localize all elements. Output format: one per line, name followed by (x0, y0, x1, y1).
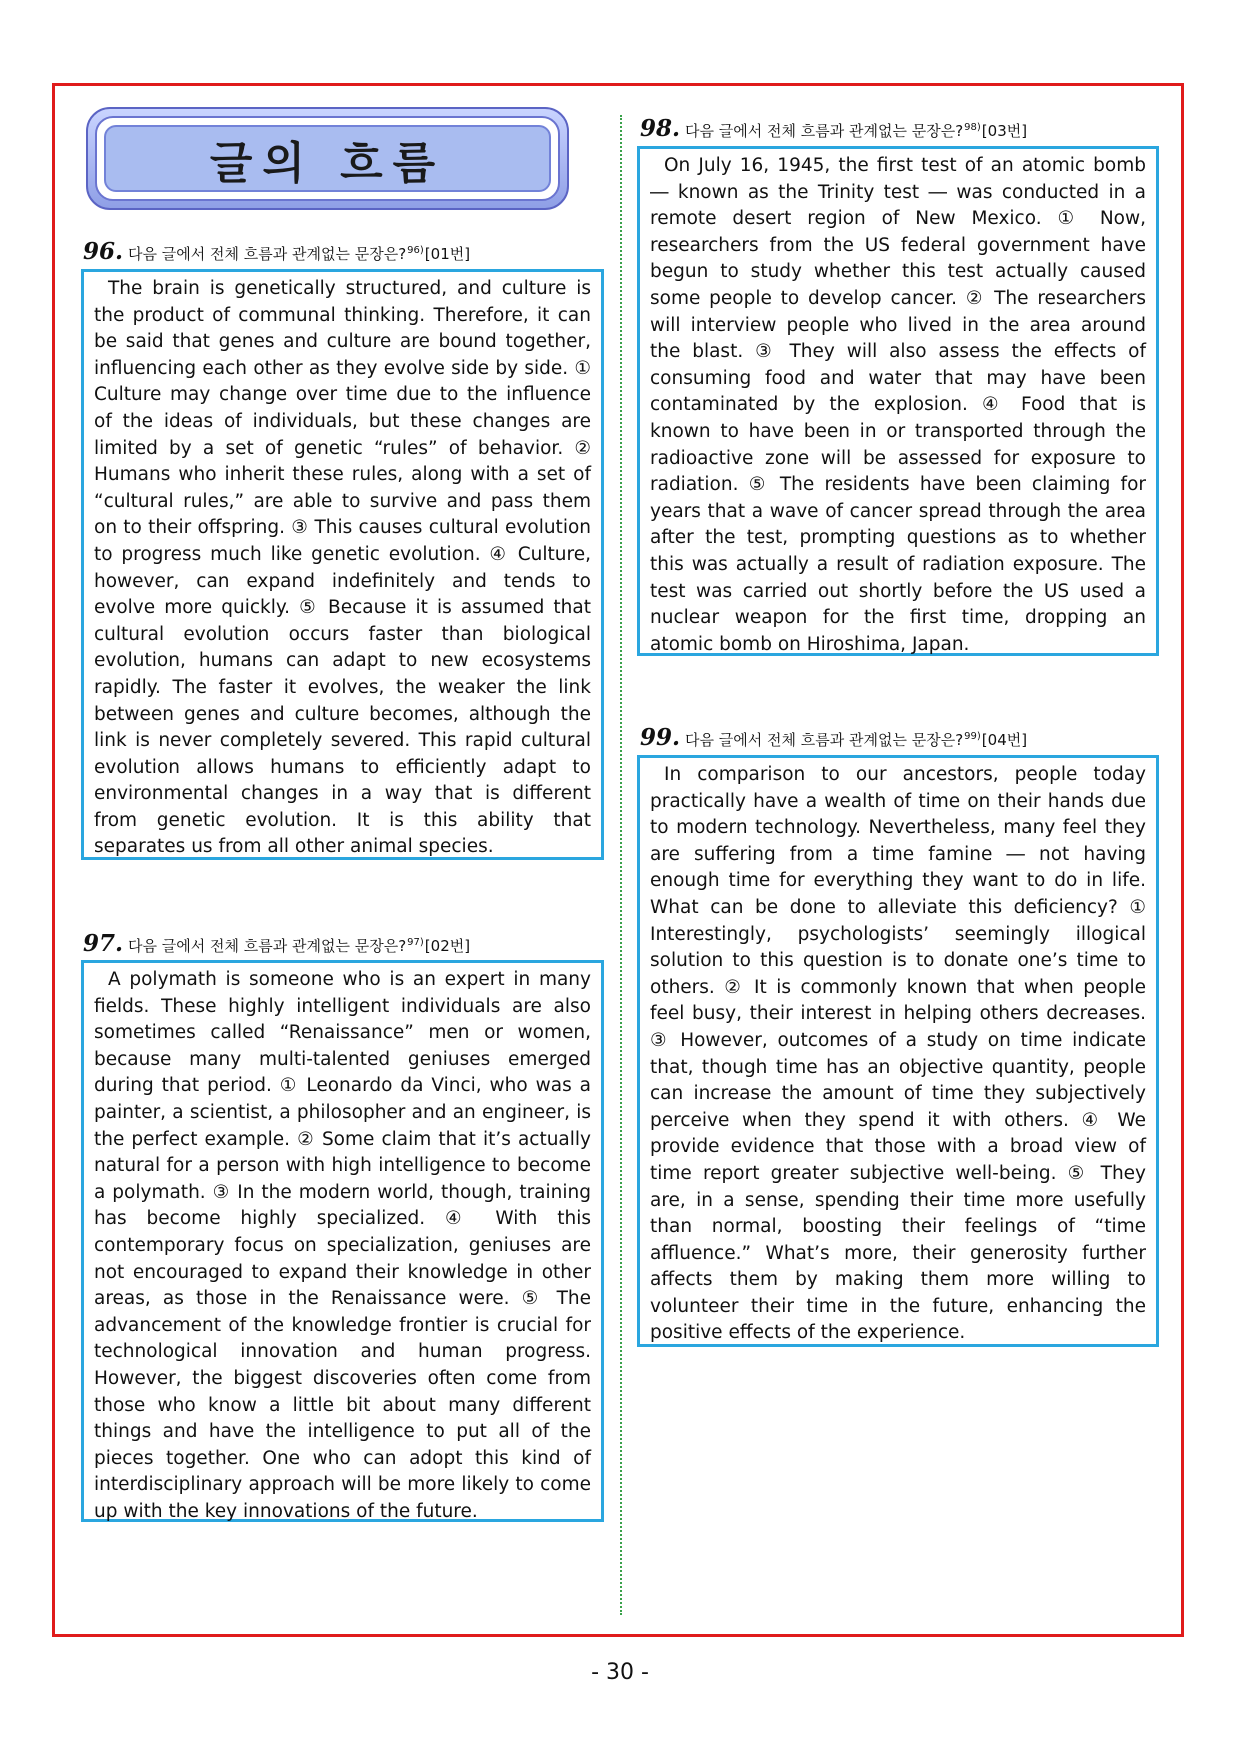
banner-inner-frame (95, 116, 560, 201)
question-footnote: 96) (407, 245, 424, 256)
question-number: 99. (640, 724, 681, 751)
question-98-passage: On July 16, 1945, the first test of an atomic bomb ― known as the Trinity test ― was conducted in a remote desert region of New Mexico. ① Now, researchers from the US federal government have begun to study whether this test actually caused some people to develop cancer. ② The researchers will interview people who lived in the area around the blast. ③ They will also assess the effects of consuming food and water that may have been contaminated by the explosion. ④ Food that is known to have been in or transported through the radioactive zone will be assessed for exposure to radiation. ⑤ The residents have been claiming for years that a wave of cancer spread through the area after the test, prompting questions as to whether this was actually a result of radiation exposure. The test was carried out shortly before the US used a nuclear weapon for the first time, dropping an atomic bomb on Hiroshima, Japan. (650, 155, 1146, 655)
question-prompt: 다음 글에서 전체 흐름과 관계없는 문장은? (128, 245, 407, 263)
question-97-passage-box (81, 960, 604, 1522)
question-99-passage-box (637, 755, 1159, 1347)
question-97-passage: A polymath is someone who is an expert in many fields. These highly intelligent individuals are also sometimes called “Renaissance” men or women, because many multi-talented geniuses emerged during that period. ① Leonardo da Vinci, who was a painter, a scientist, a philosopher and an engineer, is the perfect example. ② Some claim that it’s actually natural for a person with high intelligence to become a polymath. ③ In the modern world, though, training has become highly specialized. ④ With this contemporary focus on specialization, geniuses are not encouraged to expand their knowledge in other areas, as those in the Renaissance were. ⑤ The advancement of the knowledge frontier is crucial for technological innovation and human progress. However, the biggest discoveries often come from those who know a little bit about many different things and have the intelligence to put all of the pieces together. One who can adopt this kind of interdisciplinary approach will be more likely to come up with the key innovations of the future. (94, 969, 591, 1522)
question-99-passage: In comparison to our ancestors, people today practically have a wealth of time on their hands due to modern technology. Nevertheless, many feel they are suffering from a time famine ― not having enough time for everything they want to do in life. What can be done to alleviate this deficiency? ① Interestingly, psychologists’ seemingly illogical solution to this question is to donate one’s time to others. ② It is commonly known that when people feel busy, their interest in helping others decreases. ③ However, outcomes of a study on time indicate that, though time has an objective quantity, people can increase the amount of time they subjectively perceive when they spend it with others. ④ We provide evidence that those with a broad view of time report greater subjective well-being. ⑤ They are, in a sense, spending their time more usefully than normal, boosting their feelings of “time affluence.” What’s more, their generosity further affects them by making them more willing to volunteer their time in the future, enhancing the positive effects of the experience. (650, 764, 1146, 1344)
question-98-header (640, 115, 1027, 142)
question-footnote: 97) (407, 937, 424, 948)
question-footnote: 99) (964, 731, 981, 742)
question-96-passage-box (81, 269, 604, 860)
section-title: 글의 흐름 (209, 137, 446, 189)
question-code: [02번] (424, 937, 471, 955)
question-number: 96. (83, 238, 124, 265)
question-96-passage: The brain is genetically structured, and culture is the product of communal thinking. Therefore, it can be said that genes and culture are bound together, influencing each other as they evolve side by side. ① Culture may change over time due to the influence of the ideas of individuals, but these changes are limited by a set of genetic “rules” of behavior. ② Humans who inherit these rules, along with a set of “cultural rules,” are able to survive and pass them on to their offspring. ③ This causes cultural evolution to progress much like genetic evolution. ④ Culture, however, can expand indefinitely and tends to evolve more quickly. ⑤ Because it is assumed that cultural evolution occurs faster than biological evolution, humans can adapt to new ecosystems rapidly. The faster it evolves, the weaker the link between genes and culture becomes, although the link is never completely severed. This rapid cultural evolution allows humans to efficiently adapt to environmental changes in a way that is different from genetic evolution. It is this ability that separates us from all other animal species. (94, 278, 591, 858)
page-number: - 30 - (591, 1660, 649, 1685)
question-code: [01번] (424, 245, 471, 263)
question-prompt: 다음 글에서 전체 흐름과 관계없는 문장은? (128, 937, 407, 955)
question-code: [03번] (981, 122, 1028, 140)
question-97-header (83, 930, 470, 957)
question-99-header (640, 724, 1027, 751)
banner-core (104, 125, 551, 192)
question-98-passage-box (637, 146, 1159, 656)
question-prompt: 다음 글에서 전체 흐름과 관계없는 문장은? (685, 731, 964, 749)
question-number: 97. (83, 930, 124, 957)
column-divider (620, 115, 622, 1615)
question-96-header (83, 238, 470, 265)
question-number: 98. (640, 115, 681, 142)
question-prompt: 다음 글에서 전체 흐름과 관계없는 문장은? (685, 122, 964, 140)
question-code: [04번] (981, 731, 1028, 749)
section-banner (86, 107, 569, 210)
question-footnote: 98) (964, 122, 981, 133)
